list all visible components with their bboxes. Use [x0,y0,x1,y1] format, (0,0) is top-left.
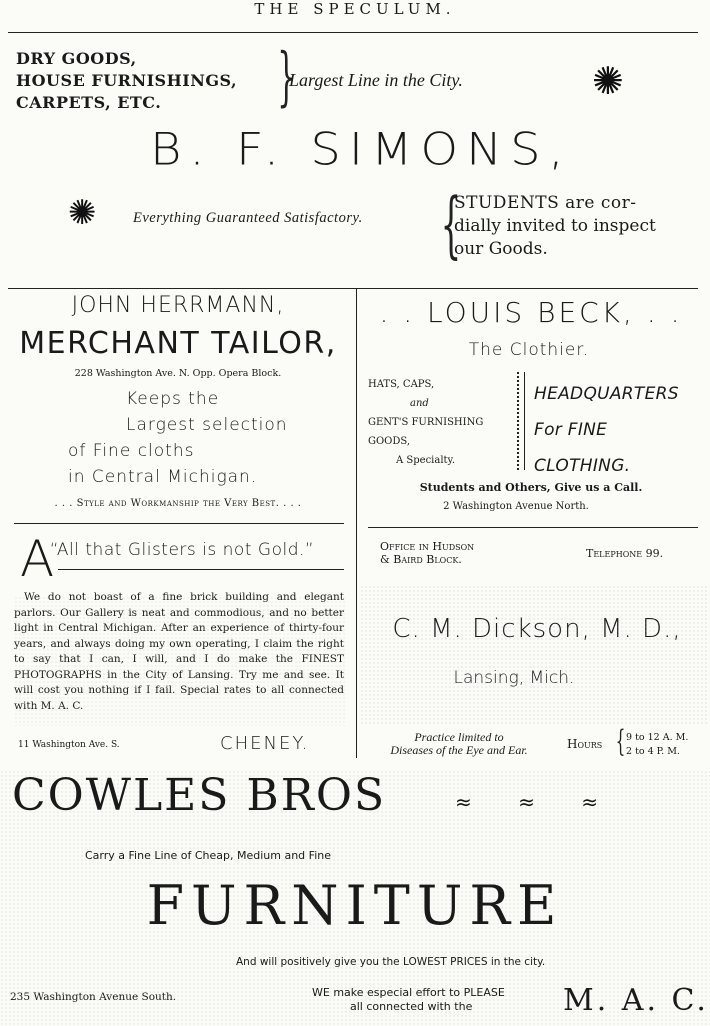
herrmann-name: JOHN HERRMANN, [71,293,285,318]
cheney-address: 11 Washington Ave. S. [18,740,120,750]
simons-students-3: our Goods. [454,239,548,259]
herrmann-footer: . . . Style and Workmanship the Very Best. . . . [54,498,302,509]
beck-left-1: HATS, CAPS, [368,379,435,390]
dickson-practice [364,731,554,757]
beck-left-4: GOODS, [368,436,411,447]
beck-left-2: and [410,398,429,409]
herrmann-address: 228 Washington Ave. N. Opp. Opera Block. [74,368,282,379]
beck-right-3: CLOTHING. [534,456,631,476]
cheney-underline [58,569,344,570]
simons-guarantee: Everything Guaranteed Satisfactory. [133,210,363,226]
herrmann-line-1: Keeps the [126,389,220,409]
sunburst-icon: ✺ [592,59,624,103]
cowles-mac: M. A. C. [563,983,709,1018]
herrmann-keeps [68,386,288,490]
cowles-effort [312,986,505,1014]
dickson-office-1: Office in Hudson [380,540,475,553]
simons-line-2: HOUSE FURNISHINGS, [16,71,238,90]
herrmann-line-3: of Fine cloths [68,441,195,461]
beck-specialties [368,375,483,470]
page-header: THE SPECULUM. [254,0,456,18]
cheney-name: CHENEY. [220,733,310,754]
beck-headquarters [534,376,679,484]
herrmann-title: MERCHANT TAILOR, [19,326,337,361]
beck-call: Students and Others, Give us a Call. [419,481,643,494]
simons-students [454,192,656,261]
dickson-telephone: Telephone 99. [586,547,664,560]
beck-name: . . LOUIS BECK, . . [379,296,683,329]
simons-tagline: Largest Line in the City. [289,70,463,90]
cowles-carry: Carry a Fine Line of Cheap, Medium and Fine [85,849,331,862]
beck-left-5: A Specialty. [396,455,456,466]
beck-right-2: For FINE [534,420,608,440]
beck-bracket-2 [524,372,525,470]
dickson-practice-1: Practice limited to [414,730,504,744]
simons-brace-2: { [440,182,462,266]
beck-right-1: HEADQUARTERS [534,384,679,404]
simons-students-1: STUDENTS are cor- [454,193,637,213]
herrmann-line-2: Largest selection [126,415,288,435]
cowles-prices: And will positively give you the LOWEST PRICES in the city. [236,956,546,968]
cheney-initial: A [20,530,55,588]
beck-subtitle: The Clothier. [468,340,590,360]
simons-students-2: dially invited to inspect [454,216,656,236]
cowles-effort-2: all connected with the [350,1000,473,1013]
dickson-hours [626,731,688,759]
divider-simons [8,288,698,289]
divider-herrmann [14,523,344,524]
beck-left-3: GENT'S FURNISHING [368,417,484,428]
cowles-furniture: FURNITURE [146,874,564,937]
simons-line-3: CARPETS, ETC. [16,93,162,112]
simons-line-1: DRY GOODS, [16,49,137,68]
cheney-headline: “All that Glisters is not Gold.” [49,540,315,560]
herrmann-line-4: in Central Michigan. [68,467,258,487]
dickson-office [380,540,474,566]
cowles-address: 235 Washington Avenue South. [10,991,177,1003]
beck-bracket [517,372,519,470]
ornament-icon: ≈ ≈ ≈ [455,790,618,814]
simons-name: B. F. SIMONS, [150,124,572,176]
dickson-hours-label: Hours [567,737,603,751]
dickson-name: C. M. Dickson, M. D., [392,614,682,644]
simons-brace-1: } [277,40,296,114]
dickson-hours-2: 2 to 4 P. M. [626,746,680,757]
dickson-office-2: & Baird Block. [380,553,462,566]
dickson-hours-1: 9 to 12 A. M. [626,732,689,743]
divider-beck [368,527,698,528]
sunburst-icon: ✺ [68,193,97,233]
dickson-city: Lansing, Mich. [453,668,575,688]
dickson-halftone [360,585,708,725]
cowles-effort-1: WE make especial effort to PLEASE [312,986,505,999]
dickson-practice-2: Diseases of the Eye and Ear. [390,743,528,757]
cowles-name: COWLES BROS [12,770,387,821]
simons-dry-goods [16,48,237,114]
beck-address: 2 Washington Avenue North. [443,501,589,512]
header-rule [8,32,698,33]
dickson-hours-brace: { [615,724,626,759]
cheney-body: We do not boast of a fine brick building and elegant parlors. Our Gallery is neat and commodious, and no better light in Central Michigan. After an experience of thirty-four years, and always doing my own operating, I claim the right to say that I can, I will, and I do make the FINEST PHOTOGRAPHS in the City of Lansing. Try me and see. It will cost you nothing if I fail. Special rates to all connected with M. A. C. [14,591,344,712]
